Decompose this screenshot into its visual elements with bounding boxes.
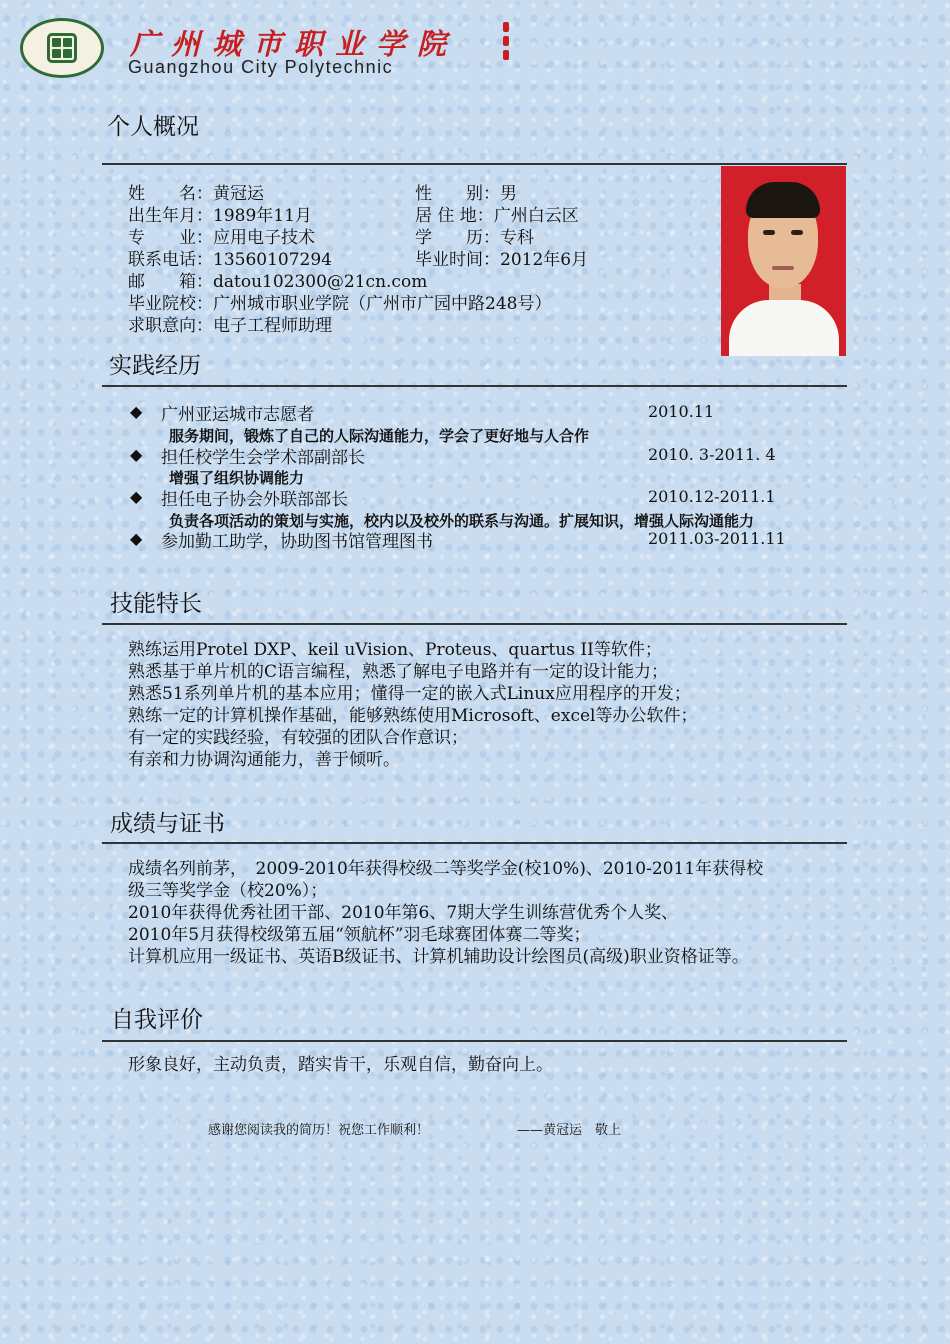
info-label: 学 历： (415, 228, 500, 248)
school-name-cn: 广州城市职业学院 (130, 27, 459, 61)
bullet-diamond-icon: ◆ (130, 402, 143, 421)
experience-date: 2010. 3-2011. 4 (648, 445, 776, 464)
info-label: 联系电话： (128, 250, 213, 270)
info-label: 专 业： (128, 228, 213, 248)
info-row (128, 293, 551, 315)
experience-date: 2010.11 (648, 402, 715, 421)
skill-line: 有一定的实践经验，有较强的团队合作意识； (128, 728, 468, 748)
experience-title: 广州亚运城市志愿者 (161, 405, 314, 425)
award-line: 2010年获得优秀社团干部、2010年第6、7期大学生训练营优秀个人奖、 (128, 903, 679, 923)
info-value: 专科 (500, 228, 534, 248)
info-label: 求职意向： (128, 316, 213, 336)
info-label: 毕业院校： (128, 294, 213, 314)
award-line: 成绩名列前茅， 2009-2010年获得校级二等奖学金(校10%)、2010-2011年获得校 (128, 859, 764, 879)
info-row (128, 249, 332, 271)
school-name-en: Guangzhou City Polytechnic (128, 57, 394, 77)
experience-section-title: 实践经历 (109, 353, 201, 379)
info-value: 电子工程师助理 (213, 316, 332, 336)
skill-line: 熟悉51系列单片机的基本应用；懂得一定的嵌入式Linux应用程序的开发； (128, 684, 691, 704)
skills-section-title: 技能特长 (110, 591, 202, 617)
profile-photo (721, 166, 846, 356)
decorative-mark-icon (503, 22, 511, 66)
self-eval-text: 形象良好，主动负责，踏实肯干，乐观自信，勤奋向上。 (128, 1055, 553, 1075)
skill-line: 有亲和力协调沟通能力，善于倾听。 (128, 750, 400, 770)
experience-desc: 服务期间，锻炼了自己的人际沟通能力，学会了更好地与人合作 (169, 427, 590, 445)
bullet-diamond-icon: ◆ (130, 487, 143, 506)
skill-line: 熟悉基于单片机的C语言编程，熟悉了解电子电路并有一定的设计能力； (128, 662, 669, 682)
profile-section-title: 个人概况 (107, 114, 199, 140)
section-divider (102, 163, 847, 165)
info-label: 毕业时间： (415, 250, 500, 270)
awards-section-title: 成绩与证书 (110, 811, 225, 837)
section-divider (102, 1040, 847, 1042)
experience-desc: 负责各项活动的策划与实施，校内以及校外的联系与沟通。扩展知识，增强人际沟通能力 (169, 512, 755, 530)
bullet-diamond-icon: ◆ (130, 529, 143, 548)
info-value: 广州城市职业学院（广州市广园中路248号） (213, 294, 552, 314)
info-row (128, 227, 315, 249)
info-label: 性 别： (415, 184, 500, 204)
section-divider (102, 842, 847, 844)
skill-line: 熟练运用Protel DXP、keil uVision、Proteus、quartus II等软件； (128, 640, 662, 660)
info-row (415, 249, 588, 271)
info-label: 邮 箱： (128, 272, 213, 292)
info-value: 男 (500, 184, 517, 204)
info-value: 13560107294 (213, 250, 332, 270)
info-label: 姓 名： (128, 184, 213, 204)
email-value[interactable]: datou102300@21cn.com (213, 272, 428, 292)
info-value: 1989年11月 (213, 206, 312, 226)
info-row (128, 315, 332, 337)
section-divider (102, 385, 847, 387)
info-row (415, 205, 579, 227)
thanks-note: 感谢您阅读我的简历！祝您工作顺利！ (208, 1123, 430, 1138)
info-label: 居 住 地： (415, 206, 494, 226)
skill-line: 熟练一定的计算机操作基础，能够熟练使用Microsoft、excel等办公软件； (128, 706, 698, 726)
award-line: 计算机应用一级证书、英语B级证书、计算机辅助设计绘图员(高级)职业资格证等。 (128, 947, 749, 967)
info-value: 2012年6月 (500, 250, 589, 270)
experience-title: 担任校学生会学术部副部长 (161, 448, 365, 468)
info-value: 应用电子技术 (213, 228, 315, 248)
experience-title: 担任电子协会外联部部长 (161, 490, 348, 510)
award-line: 级三等奖学金（校20%）； (128, 881, 328, 901)
info-row (128, 183, 264, 205)
info-row (415, 227, 534, 249)
school-seal-icon (20, 18, 104, 78)
info-value: 黄冠运 (213, 184, 264, 204)
experience-title: 参加勤工助学，协助图书馆管理图书 (161, 532, 433, 552)
experience-date: 2011.03-2011.11 (648, 529, 786, 548)
info-label: 出生年月： (128, 206, 213, 226)
self-eval-section-title: 自我评价 (111, 1007, 203, 1033)
info-value: 广州白云区 (493, 206, 579, 226)
info-row (128, 205, 312, 227)
section-divider (102, 623, 847, 625)
experience-date: 2010.12-2011.1 (648, 487, 776, 506)
info-row (415, 183, 517, 205)
info-row (128, 271, 427, 293)
experience-desc: 增强了组织协调能力 (169, 469, 305, 487)
award-line: 2010年5月获得校级第五届“领航杯”羽毛球赛团体赛二等奖； (128, 925, 591, 945)
signature: ——黄冠运 敬上 (517, 1123, 622, 1138)
bullet-diamond-icon: ◆ (130, 445, 143, 464)
